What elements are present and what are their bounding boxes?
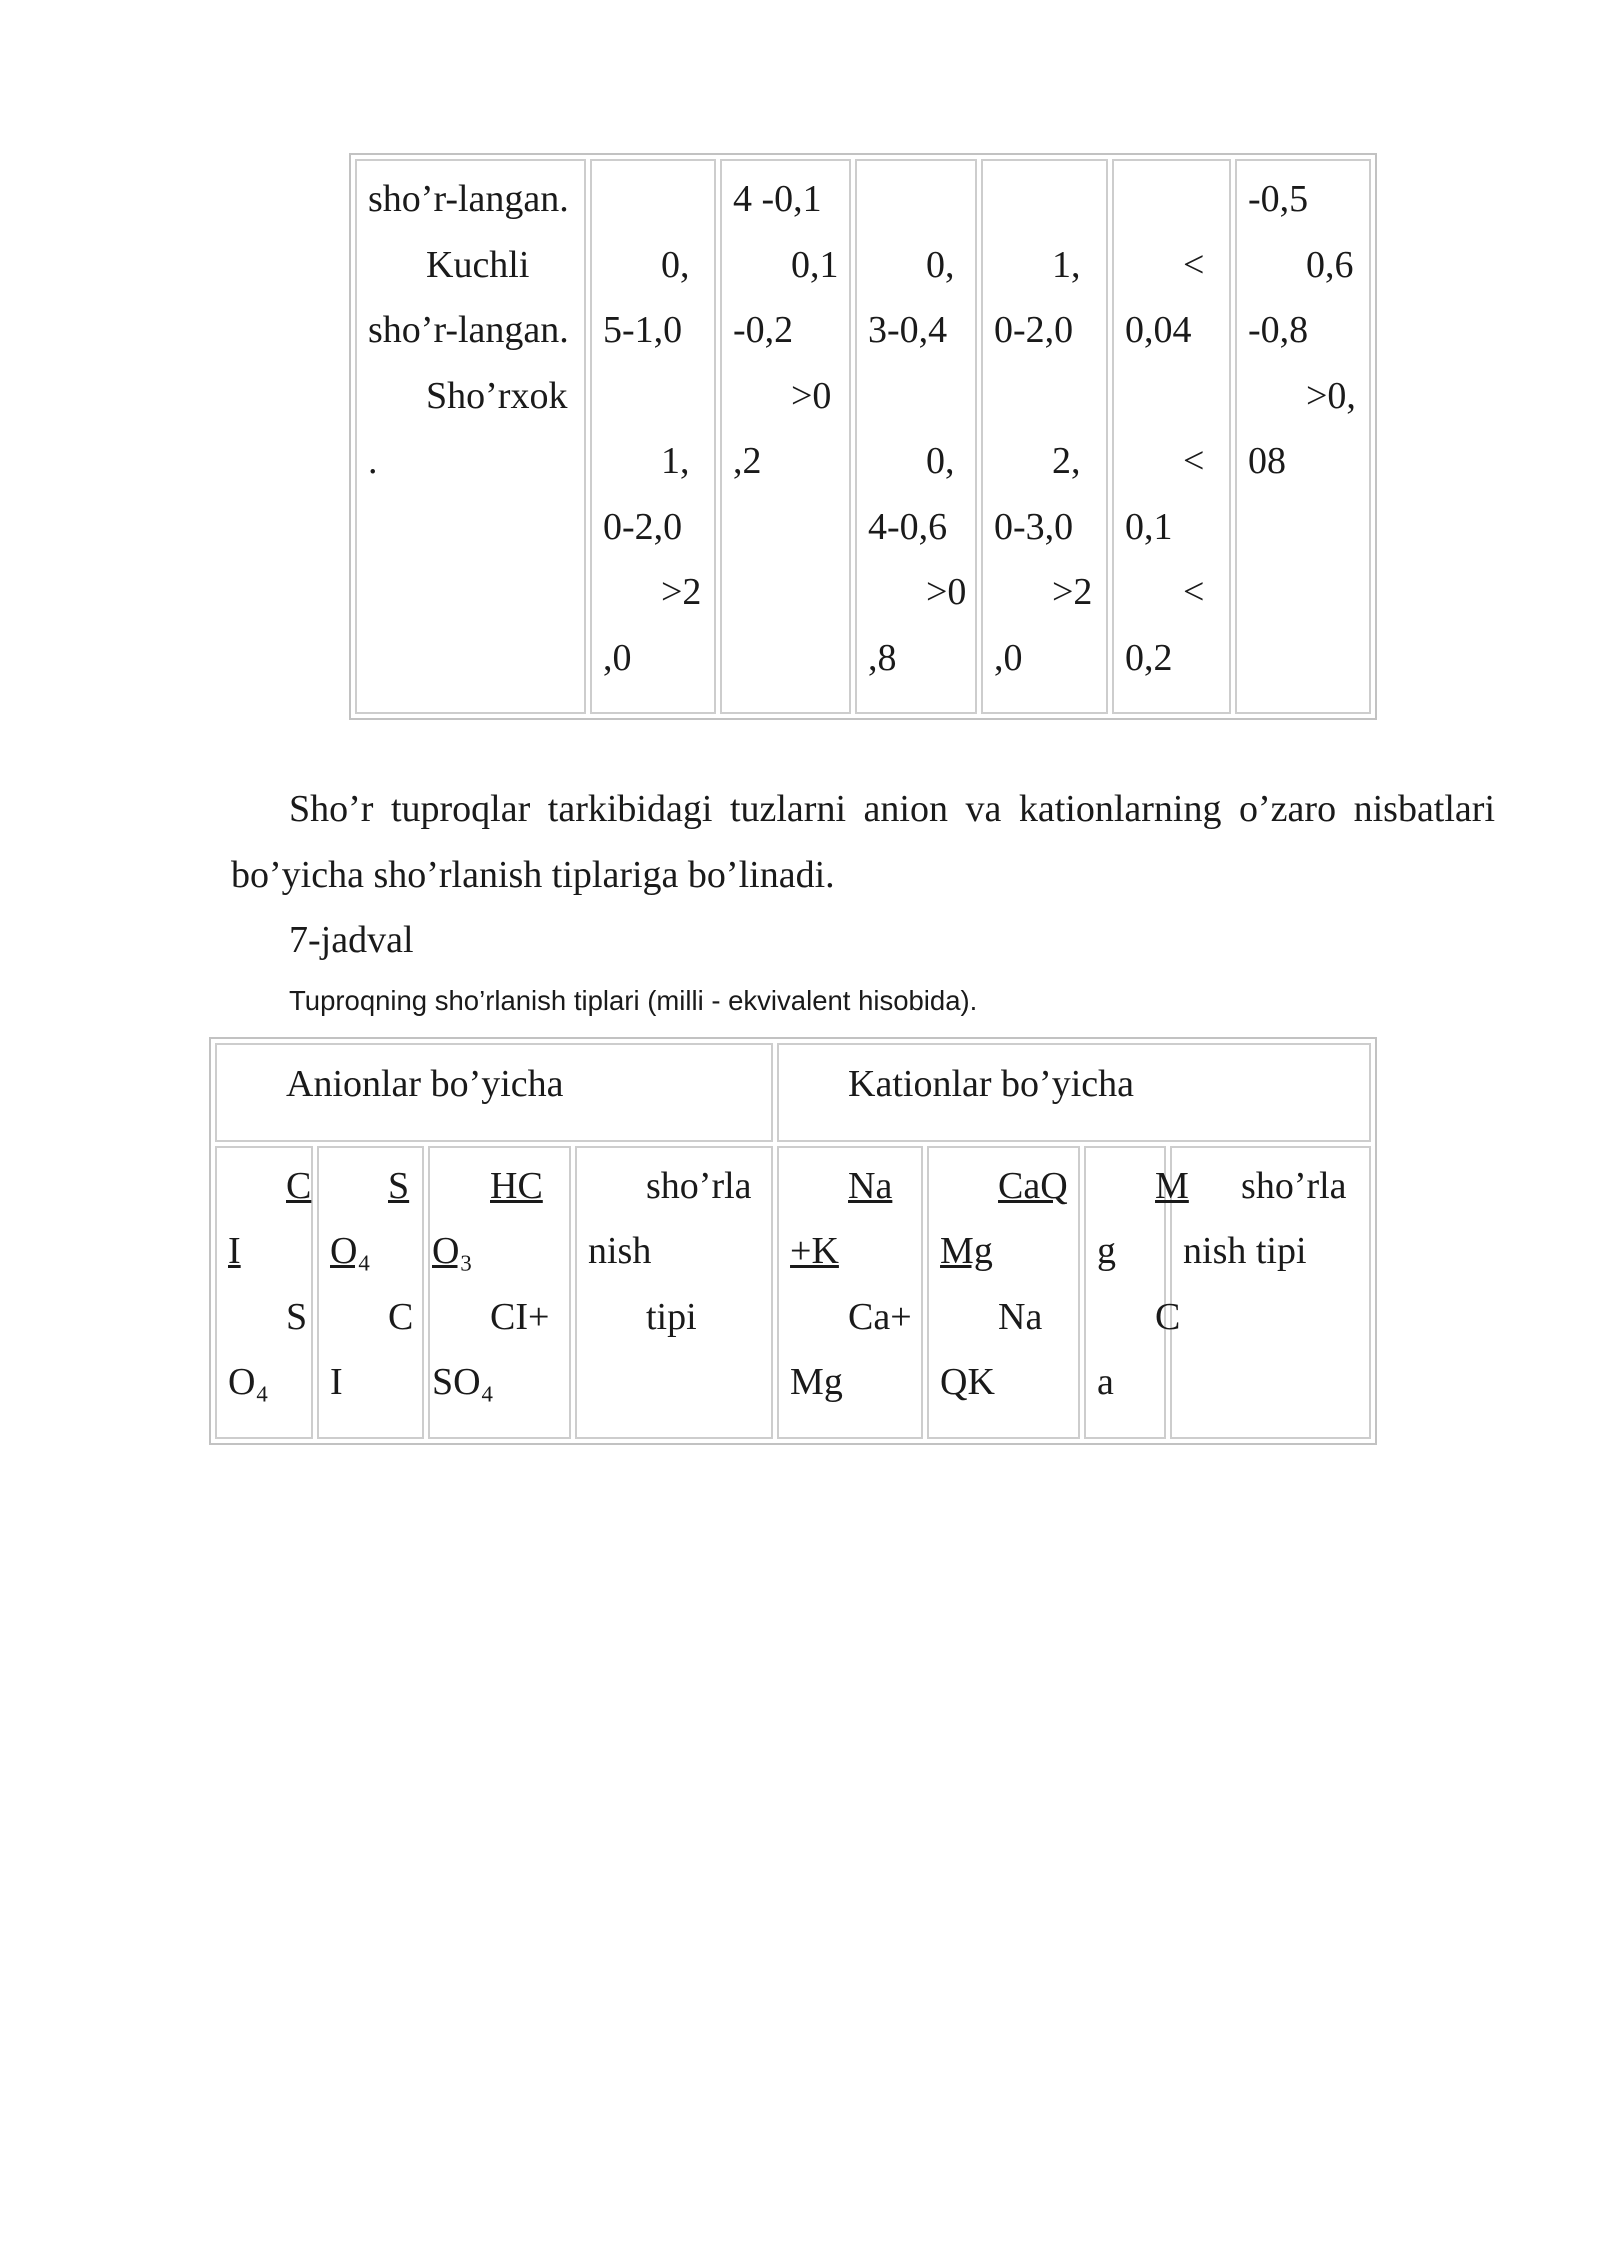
cell-line: S	[286, 1295, 308, 1338]
cell-line: 3-0,4	[868, 309, 948, 351]
table-cell	[981, 159, 1108, 714]
cell-line: tipi	[646, 1295, 697, 1338]
cell-line: -0,5	[1248, 178, 1309, 220]
cell-line: Ca+	[848, 1295, 912, 1338]
cell-line: HC	[490, 1164, 543, 1207]
blank-line	[603, 364, 703, 430]
table-cell	[855, 159, 977, 714]
cell-line: sho’r-langan.	[368, 178, 569, 220]
cell-line: ,8	[868, 636, 897, 679]
cell-line: Mg	[790, 1361, 843, 1403]
cell-line: ,0	[603, 636, 632, 679]
blank-line	[994, 364, 1095, 430]
cell-line: 4-0,6	[868, 505, 948, 548]
blank-line	[994, 167, 1095, 233]
cell-line: sho’r-langan.	[368, 309, 569, 351]
cell-line: 5-1,0	[603, 309, 683, 351]
header-anions	[215, 1043, 773, 1142]
cell-line: Na	[998, 1295, 1043, 1338]
body-paragraph: Sho’r tuproqlar tarkibidagi tuzlarni anion va kationlarning o’zaro nisbatlari bo’yicha sho’rlanish tiplariga bo’linadi.	[231, 788, 1495, 896]
table-cell	[1084, 1146, 1189, 1439]
cell-line: 0,	[926, 440, 955, 482]
cell-line: O₃	[432, 1230, 473, 1272]
cell-line: QK	[940, 1361, 995, 1403]
cell-line: +K	[790, 1230, 839, 1272]
cell-line: M	[1155, 1164, 1189, 1207]
cell-line: CaQ	[998, 1164, 1068, 1207]
cell-line: nish tipi	[1183, 1230, 1307, 1272]
cell-line: 0,2	[1125, 636, 1173, 679]
blank-line	[868, 167, 964, 233]
cell-line: -0,2	[733, 309, 794, 351]
table-cell	[355, 159, 586, 714]
cell-line: sho’rla	[1241, 1164, 1347, 1207]
cell-line: ,2	[733, 440, 762, 482]
table-cell	[1112, 159, 1231, 714]
cell-line: 1,	[1052, 243, 1081, 286]
cell-line: <	[1183, 243, 1205, 286]
cell-line: C	[1155, 1295, 1181, 1338]
cell-line: a	[1097, 1361, 1114, 1403]
salinization-types-table	[209, 1037, 1377, 1445]
table-cell	[720, 159, 851, 714]
cell-line: >2	[661, 571, 702, 613]
header-label: Anionlar bo’yicha	[286, 1063, 564, 1105]
table-cell	[927, 1146, 1080, 1439]
cell-line: I	[330, 1361, 343, 1403]
cell-line: .	[368, 440, 378, 482]
cell-line: g	[1097, 1230, 1117, 1272]
table-cell	[215, 1146, 313, 1439]
cell-line: >0	[791, 374, 832, 417]
salinity-degree-table-continued	[349, 153, 1377, 720]
cell-line: C	[388, 1295, 414, 1338]
cell-line: nish	[588, 1230, 652, 1272]
table-number: 7-jadval	[289, 919, 414, 961]
cell-line: 4 -0,1	[733, 178, 822, 220]
cell-line: 08	[1248, 440, 1286, 482]
cell-line: 1,	[661, 440, 690, 482]
table-row	[215, 1146, 1371, 1439]
cell-line: Mg	[940, 1230, 993, 1272]
cell-line: 0,	[661, 243, 690, 286]
table-cell	[590, 159, 716, 714]
cell-line: S	[388, 1164, 410, 1207]
cell-line: 0-2,0	[603, 505, 683, 548]
table-row	[355, 159, 1371, 714]
cell-line: 0-3,0	[994, 505, 1074, 548]
header-cations	[777, 1043, 1371, 1142]
blank-line	[868, 364, 964, 430]
cell-line: O₄	[228, 1361, 269, 1403]
cell-line: I	[228, 1230, 241, 1272]
cell-line: >2	[1052, 571, 1093, 613]
cell-line: 0,1	[1125, 505, 1173, 548]
cell-line: O₄	[330, 1230, 371, 1272]
cell-line: sho’rla	[646, 1164, 752, 1207]
header-row	[215, 1043, 1371, 1142]
table-cell	[777, 1146, 923, 1439]
cell-line: Sho’rxok	[426, 374, 568, 417]
cell-line: SO₄	[432, 1361, 494, 1403]
cell-line: 0,04	[1125, 309, 1192, 351]
cell-line: 0-2,0	[994, 309, 1074, 351]
cell-line: >0,	[1306, 374, 1356, 417]
cell-line: Na	[848, 1164, 893, 1207]
blank-line	[603, 167, 703, 233]
cell-line: CI+	[490, 1295, 550, 1338]
cell-line: ,0	[994, 636, 1023, 679]
cell-line: 0,6	[1306, 243, 1354, 286]
cell-line: >0	[926, 571, 967, 613]
cell-line: -0,8	[1248, 309, 1309, 351]
blank-line	[1125, 167, 1218, 233]
cell-line: <	[1183, 440, 1205, 482]
cell-line: 2,	[1052, 440, 1081, 482]
table-cell	[317, 1146, 424, 1439]
cell-line: 0,	[926, 243, 955, 286]
table-cell	[575, 1146, 773, 1439]
table-cell	[1235, 159, 1371, 714]
blank-line	[1125, 364, 1218, 430]
table-caption: Tuproqning sho’rlanish tiplari (milli - ekvivalent hisobida).	[289, 985, 978, 1016]
cell-line: C	[286, 1164, 312, 1207]
table-cell	[428, 1146, 571, 1439]
table-cell	[1170, 1146, 1371, 1439]
cell-line: 0,1	[791, 243, 839, 286]
cell-line: <	[1183, 571, 1205, 613]
header-label: Kationlar bo’yicha	[848, 1063, 1134, 1105]
cell-line: Kuchli	[426, 243, 530, 286]
